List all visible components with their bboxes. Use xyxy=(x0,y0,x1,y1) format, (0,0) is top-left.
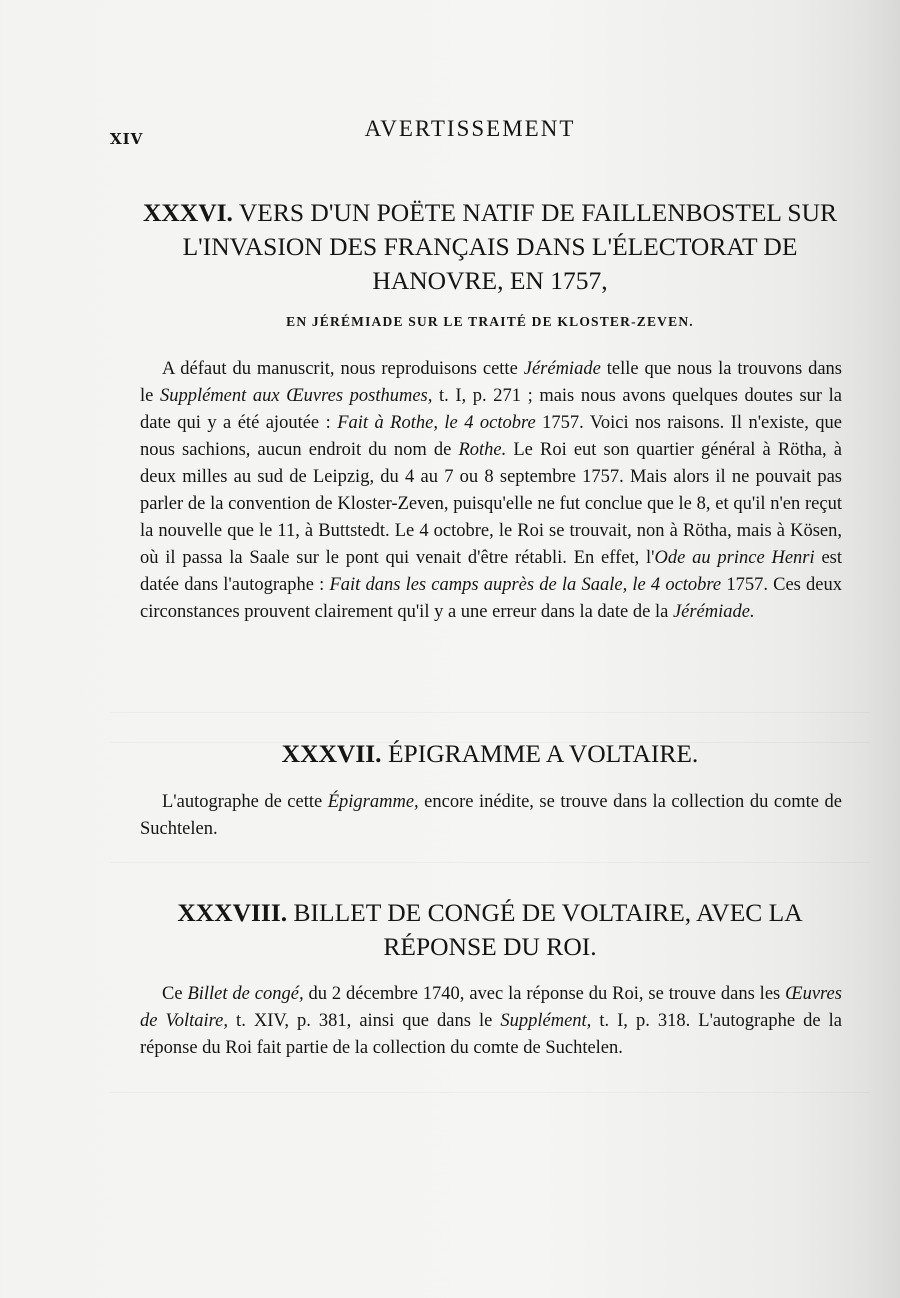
section-title: VERS D'UN POËTE NATIF DE FAILLENBOSTEL SUR L'INVASION DES FRANÇAIS DANS L'ÉLECTORAT DE HANOVRE, EN 1757, xyxy=(182,198,838,295)
section-title: ÉPIGRAMME A VOLTAIRE. xyxy=(387,739,699,768)
text-run: t. I, p. 318. L'autographe de la réponse du Roi fait partie de la collection du comte de Suchtelen. xyxy=(140,1011,842,1058)
text-run: du 2 décembre 1740, avec la réponse du Roi, se trouve dans les xyxy=(303,984,786,1004)
text-run: t. I, p. 271 ; mais nous avons quelques doutes sur la date qui y a été ajoutée : xyxy=(140,386,843,433)
italic-run: Fait à Rothe, le 4 octobre xyxy=(337,413,536,433)
section-number: XXXVII. xyxy=(281,739,382,768)
italic-run: Jérémiade. xyxy=(672,602,755,622)
section-body xyxy=(140,356,842,626)
text-run: 1757. Voici nos raisons. Il n'existe, que nous sachions, aucun endroit du nom de xyxy=(140,413,842,460)
italic-run: Œuvres de Voltaire, xyxy=(140,984,842,1031)
italic-run: Rothe. xyxy=(458,440,507,460)
italic-run: Fait dans les camps auprès de la Saale, le 4 octobre xyxy=(329,575,722,595)
section-number: XXXVIII. xyxy=(177,898,288,927)
text-run: t. XIV, p. 381, ainsi que dans le xyxy=(228,1011,501,1031)
text-run: telle que nous la trouvons dans le xyxy=(140,359,843,406)
italic-run: Ode au prince Henri xyxy=(654,548,815,568)
italic-run: Billet de congé, xyxy=(187,984,304,1004)
show-through-line xyxy=(110,1092,870,1093)
section-subtitle: EN JÉRÉMIADE SUR LE TRAITÉ DE KLOSTER-ZEVEN. xyxy=(286,314,694,329)
italic-run: Supplément, xyxy=(500,1011,592,1031)
italic-run: Supplément aux Œuvres posthumes, xyxy=(159,386,433,406)
text-run: A défaut du manuscrit, nous reproduisons cette xyxy=(162,359,524,379)
italic-run: Épigramme, xyxy=(327,792,419,812)
section-body xyxy=(140,981,842,1062)
section-number: XXXVI. xyxy=(142,198,233,227)
page-number: XIV xyxy=(110,130,144,148)
text-run: 1757. Ces deux circonstances prouvent clairement qu'il y a une erreur dans la date de la xyxy=(140,575,842,622)
section-heading xyxy=(140,196,840,298)
italic-run: Jérémiade xyxy=(523,359,601,379)
text-run: Le Roi eut son quartier général à Rötha, à deux milles au sud de Leipzig, du 4 au 7 ou 8 septembre 1757. Mais alors il ne pouvait pas parler de la convention de Kloster-Zeven, puisqu'elle ne fut conclue que le 8, et qu'il n'en reçut la nouvelle que le 11, à Buttstedt. Le 4 octobre, le Roi se trouvait, non à Rötha, mais à Kösen, où il passa la Saale sur le pont qui venait d'être rétabli. En effet, l' xyxy=(140,440,842,568)
text-run: L'autographe de cette xyxy=(162,792,328,812)
text-run: Ce xyxy=(162,984,188,1004)
section-heading xyxy=(140,896,840,964)
text-run: encore inédite, se trouve dans la collection du comte de Suchtelen. xyxy=(140,792,842,839)
section-heading xyxy=(140,737,840,771)
text-run: est datée dans l'autographe : xyxy=(140,548,842,595)
section-body xyxy=(140,789,842,843)
section-title: BILLET DE CONGÉ DE VOLTAIRE, AVEC LA RÉPONSE DU ROI. xyxy=(293,898,803,961)
show-through-line xyxy=(110,712,870,713)
running-title: AVERTISSEMENT xyxy=(364,116,576,141)
show-through-line xyxy=(110,862,870,863)
